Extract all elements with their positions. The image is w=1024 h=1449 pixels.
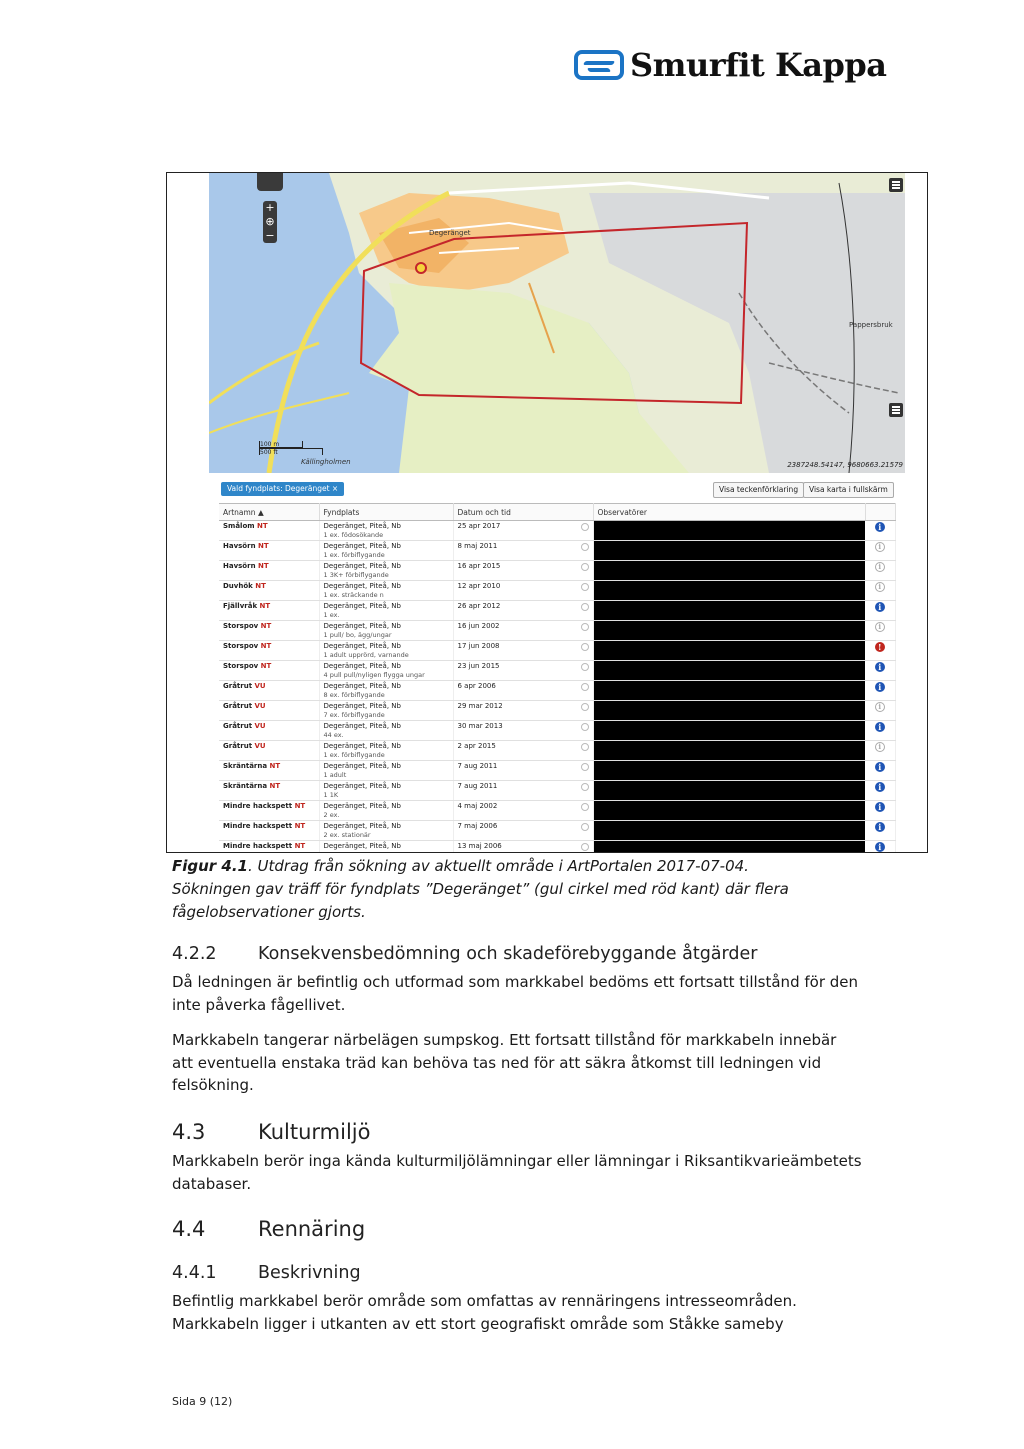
site-cell: [319, 621, 453, 641]
observation-date: 17 jun 2008: [457, 642, 500, 650]
info-icon[interactable]: i: [875, 542, 885, 552]
observation-note: 1 pull/ bo, ägg/ungar: [323, 631, 392, 639]
redlist-status: NT: [258, 562, 269, 570]
table-row[interactable]: [219, 821, 895, 841]
site-name: Degeränget, Piteå, Nb: [323, 562, 401, 570]
site-name: Degeränget, Piteå, Nb: [323, 742, 401, 750]
observation-note: 2 ex. stationär: [323, 831, 371, 839]
info-cell[interactable]: [865, 741, 895, 761]
date-cell: [453, 761, 593, 781]
species-name: Mindre hackspett: [223, 842, 293, 850]
layers-icon[interactable]: [889, 403, 903, 417]
info-icon[interactable]: i: [875, 782, 885, 792]
observers-redacted: [593, 741, 865, 761]
site-name: Degeränget, Piteå, Nb: [323, 722, 401, 730]
observation-note: 1 adult: [323, 771, 347, 779]
site-cell: [319, 741, 453, 761]
info-icon[interactable]: i: [875, 562, 885, 572]
site-name: Degeränget, Piteå, Nb: [323, 822, 401, 830]
redlist-status: NT: [294, 842, 306, 850]
site-cell: [319, 661, 453, 681]
heading-4-2-2: [172, 944, 758, 964]
species-cell[interactable]: [219, 681, 319, 701]
site-name: Degeränget, Piteå, Nb: [323, 702, 401, 710]
site-name: Degeränget, Piteå, Nb: [323, 842, 401, 850]
figure-caption: [172, 855, 832, 924]
site-cell: [319, 641, 453, 661]
site-name: Degeränget, Piteå, Nb: [323, 662, 401, 670]
table-row[interactable]: [219, 701, 895, 721]
observation-date: 16 apr 2015: [457, 562, 501, 570]
observers-redacted: [593, 521, 865, 541]
info-cell[interactable]: [865, 761, 895, 781]
species-name: Havsörn: [223, 562, 256, 570]
clock-icon: [581, 583, 589, 591]
clock-icon: [581, 523, 589, 531]
clock-icon: [581, 743, 589, 751]
redlist-status: NT: [260, 642, 272, 650]
info-cell[interactable]: [865, 581, 895, 601]
table-row[interactable]: [219, 741, 895, 761]
species-cell[interactable]: [219, 621, 319, 641]
heading-title: Rennäring: [258, 1217, 366, 1241]
scale-feet: 500 ft: [260, 449, 278, 456]
site-name: Degeränget, Piteå, Nb: [323, 542, 401, 550]
table-row[interactable]: [219, 621, 895, 641]
observations-table: [219, 503, 896, 853]
species-cell[interactable]: [219, 761, 319, 781]
heading-4-4: [172, 1217, 365, 1241]
date-cell: [453, 661, 593, 681]
observation-date: 7 aug 2011: [457, 762, 498, 770]
date-cell: [453, 721, 593, 741]
map-view[interactable]: [209, 173, 905, 473]
observers-redacted: [593, 621, 865, 641]
site-cell: [319, 781, 453, 801]
observation-date: 30 mar 2013: [457, 722, 503, 730]
site-name: Degeränget, Piteå, Nb: [323, 802, 401, 810]
info-icon[interactable]: i: [875, 702, 885, 712]
observation-note: 8 ex. förbiflygande: [323, 691, 385, 699]
redlist-status: NT: [269, 782, 281, 790]
date-cell: [453, 621, 593, 641]
species-cell[interactable]: [219, 841, 319, 854]
info-cell[interactable]: [865, 601, 895, 621]
heading-4-4-1: [172, 1263, 361, 1283]
species-name: Skräntärna: [223, 782, 268, 790]
degeranget-marker[interactable]: [416, 263, 426, 273]
zoom-out-icon[interactable]: −: [265, 229, 275, 242]
observation-note: 1 ex. födosökande: [323, 531, 384, 539]
species-cell[interactable]: [219, 581, 319, 601]
site-cell: [319, 761, 453, 781]
observation-date: 25 apr 2017: [457, 522, 501, 530]
fullscreen-map-button[interactable]: Visa karta i fullskärm: [803, 482, 894, 498]
table-row[interactable]: [219, 641, 895, 661]
observers-redacted: [593, 541, 865, 561]
site-cell: [319, 601, 453, 621]
date-cell: [453, 841, 593, 854]
redlist-status: NT: [255, 582, 266, 590]
info-icon[interactable]: i: [875, 822, 885, 832]
species-name: Storspov: [223, 662, 259, 670]
clock-icon: [581, 643, 589, 651]
observation-note: 7 ex. förbiflygande: [323, 711, 385, 719]
clock-icon: [581, 663, 589, 671]
observers-redacted: [593, 721, 865, 741]
observation-date: 12 apr 2010: [457, 582, 501, 590]
date-cell: [453, 581, 593, 601]
map-zoom-control[interactable]: [263, 201, 277, 243]
results-panel: [209, 473, 905, 853]
table-row[interactable]: [219, 801, 895, 821]
info-cell[interactable]: [865, 821, 895, 841]
species-name: Smålom: [223, 522, 255, 530]
observers-redacted: [593, 681, 865, 701]
map-label-kallingholmen: Källingholmen: [301, 458, 351, 466]
redlist-status: NT: [258, 542, 269, 550]
paragraph: Då ledningen är befintlig och utformad som markkabel bedöms ett fortsatt tillstånd för den inte påverka fågellivet.: [172, 973, 859, 1014]
species-name: Mindre hackspett: [223, 822, 293, 830]
zoom-in-icon[interactable]: +: [265, 201, 275, 214]
species-name: Fjällvråk: [223, 602, 258, 610]
date-cell: [453, 641, 593, 661]
info-cell[interactable]: [865, 521, 895, 541]
observation-note: 1 ex. förbiflygande: [323, 551, 385, 559]
figure-label: Figur 4.1: [172, 857, 248, 875]
info-icon[interactable]: i: [875, 582, 885, 592]
site-name: Degeränget, Piteå, Nb: [323, 522, 401, 530]
observers-redacted: [593, 661, 865, 681]
species-cell[interactable]: [219, 661, 319, 681]
info-cell[interactable]: [865, 641, 895, 661]
logo-text: Smurfit Kappa: [630, 46, 887, 84]
redlist-status: NT: [294, 822, 306, 830]
table-row[interactable]: [219, 561, 895, 581]
scale-meters: 100 m: [260, 441, 280, 448]
species-cell[interactable]: [219, 561, 319, 581]
redlist-status: NT: [257, 522, 268, 530]
info-icon[interactable]: !: [875, 642, 885, 652]
clock-icon: [581, 623, 589, 631]
map-coordinates: 2387248.54147, 9680663.21579: [787, 461, 903, 469]
species-name: Havsörn: [223, 542, 256, 550]
redlist-status: NT: [259, 602, 271, 610]
observation-date: 6 apr 2006: [457, 682, 496, 690]
table-row[interactable]: [219, 661, 895, 681]
clock-icon: [581, 763, 589, 771]
species-cell[interactable]: [219, 601, 319, 621]
redlist-status: NT: [260, 662, 272, 670]
info-icon[interactable]: i: [875, 842, 885, 852]
observation-note: 1 ex. sträckande n: [323, 591, 384, 599]
map-canvas: [209, 173, 905, 473]
clock-icon: [581, 603, 589, 611]
heading-number: 4.4.1: [172, 1263, 217, 1283]
date-cell: [453, 821, 593, 841]
info-cell[interactable]: [865, 681, 895, 701]
species-name: Gråtrut: [223, 702, 253, 710]
paragraph: Markkabeln tangerar närbelägen sumpskog. Ett fortsatt tillstånd för markkabeln innebär att eventuella enstaka träd kan behöva tas ned för att säkra åtkomst till ledningen vid felsökning.: [172, 1031, 837, 1094]
info-cell[interactable]: [865, 541, 895, 561]
species-name: Storspov: [223, 622, 259, 630]
smurfit-kappa-logo: [574, 46, 886, 84]
site-name: Degeränget, Piteå, Nb: [323, 642, 401, 650]
map-label-degeranget: Degeränget: [429, 229, 471, 237]
figure-caption-text: . Utdrag från sökning av aktuellt område i ArtPortalen 2017-07-04. Sökningen gav träff för fyndplats ”Degeränget” (gul cirkel med röd kant) där flera fågelobservationer gjorts.: [172, 857, 789, 921]
species-cell[interactable]: [219, 641, 319, 661]
observation-date: 16 jun 2002: [457, 622, 500, 630]
species-name: Gråtrut: [223, 722, 253, 730]
observation-date: 7 aug 2011: [457, 782, 498, 790]
clock-icon: [581, 803, 589, 811]
table-row[interactable]: [219, 601, 895, 621]
observers-redacted: [593, 581, 865, 601]
table-row[interactable]: [219, 681, 895, 701]
observation-note: 1 ex. förbiflygande: [323, 751, 385, 759]
site-cell: [319, 561, 453, 581]
redlist-status: VU: [254, 702, 266, 710]
date-cell: [453, 681, 593, 701]
site-cell: [319, 701, 453, 721]
species-name: Mindre hackspett: [223, 802, 293, 810]
info-cell[interactable]: [865, 561, 895, 581]
observation-date: 13 maj 2006: [457, 842, 502, 850]
info-cell[interactable]: [865, 841, 895, 854]
redlist-status: NT: [294, 802, 306, 810]
col-observatorer[interactable]: Observatörer: [593, 504, 865, 521]
date-cell: [453, 541, 593, 561]
date-cell: [453, 701, 593, 721]
observation-note: 1 adult upprörd, varnande: [323, 651, 409, 659]
site-cell: [319, 721, 453, 741]
col-fyndplats[interactable]: Fyndplats: [319, 504, 453, 521]
observation-note: 2 ex.: [323, 811, 340, 819]
date-cell: [453, 601, 593, 621]
info-cell[interactable]: [865, 661, 895, 681]
observers-redacted: [593, 761, 865, 781]
observers-redacted: [593, 781, 865, 801]
info-cell[interactable]: [865, 721, 895, 741]
redlist-status: VU: [254, 722, 266, 730]
col-artnamn[interactable]: Artnamn ▲: [219, 504, 319, 521]
info-icon[interactable]: i: [875, 622, 885, 632]
heading-number: 4.3: [172, 1120, 206, 1144]
redlist-status: NT: [260, 622, 272, 630]
observers-redacted: [593, 821, 865, 841]
species-cell[interactable]: [219, 801, 319, 821]
layers-icon[interactable]: [889, 178, 903, 192]
artportalen-figure: [166, 172, 928, 853]
legend-button[interactable]: Visa teckenförklaring: [713, 482, 804, 498]
info-cell[interactable]: [865, 801, 895, 821]
site-cell: [319, 681, 453, 701]
species-cell[interactable]: [219, 541, 319, 561]
heading-number: 4.4: [172, 1217, 206, 1241]
observation-note: 1 1K: [323, 791, 339, 799]
globe-icon[interactable]: ⊕: [265, 215, 275, 228]
heading-number: 4.2.2: [172, 944, 217, 964]
clock-icon: [581, 723, 589, 731]
paragraph: Befintlig markkabel berör område som omfattas av rennäringens intresseområden. Markkabeln ligger i utkanten av ett stort geografiskt område som Ståkke sameby: [172, 1292, 797, 1333]
heading-title: Kulturmiljö: [258, 1120, 371, 1144]
date-cell: [453, 781, 593, 801]
observers-redacted: [593, 561, 865, 581]
table-row[interactable]: [219, 721, 895, 741]
observation-note: 4 pull pull/nyligen flygga ungar: [323, 671, 425, 679]
species-cell[interactable]: [219, 821, 319, 841]
observation-note: 1 3K+ förbiflygande: [323, 571, 389, 579]
site-cell: [319, 821, 453, 841]
info-icon[interactable]: i: [875, 802, 885, 812]
page-number: Sida 9 (12): [172, 1395, 233, 1408]
info-cell[interactable]: [865, 781, 895, 801]
redlist-status: NT: [269, 762, 281, 770]
redlist-status: VU: [254, 682, 266, 690]
info-icon[interactable]: i: [875, 722, 885, 732]
clock-icon: [581, 823, 589, 831]
species-name: Gråtrut: [223, 682, 253, 690]
clock-icon: [581, 703, 589, 711]
species-cell[interactable]: [219, 701, 319, 721]
site-cell: [319, 521, 453, 541]
paragraph: Markkabeln berör inga kända kulturmiljölämningar eller lämningar i Riksantikvarieämbetets databaser.: [172, 1152, 862, 1193]
table-row[interactable]: [219, 781, 895, 801]
species-name: Duvhök: [223, 582, 253, 590]
species-name: Storspov: [223, 642, 259, 650]
observers-redacted: [593, 601, 865, 621]
map-pan-control[interactable]: [257, 173, 283, 191]
info-icon[interactable]: i: [875, 662, 885, 672]
species-cell[interactable]: [219, 721, 319, 741]
info-icon[interactable]: i: [875, 602, 885, 612]
date-cell: [453, 741, 593, 761]
table-row[interactable]: [219, 761, 895, 781]
species-cell[interactable]: [219, 521, 319, 541]
col-info: [865, 504, 895, 521]
observation-date: 2 apr 2015: [457, 742, 496, 750]
info-icon[interactable]: i: [875, 762, 885, 772]
observers-redacted: [593, 701, 865, 721]
col-datum[interactable]: Datum och tid: [453, 504, 593, 521]
map-label-pappersbruk: Pappersbruk: [849, 321, 893, 329]
selected-site-chip[interactable]: Vald fyndplats: Degeränget ×: [221, 482, 344, 496]
site-name: Degeränget, Piteå, Nb: [323, 602, 401, 610]
observation-date: 4 maj 2002: [457, 802, 498, 810]
table-row[interactable]: [219, 541, 895, 561]
site-name: Degeränget, Piteå, Nb: [323, 782, 401, 790]
observation-note: 44 ex.: [323, 731, 344, 739]
site-name: Degeränget, Piteå, Nb: [323, 682, 401, 690]
clock-icon: [581, 683, 589, 691]
site-cell: [319, 541, 453, 561]
observation-date: 23 jun 2015: [457, 662, 500, 670]
site-name: Degeränget, Piteå, Nb: [323, 762, 401, 770]
observers-redacted: [593, 801, 865, 821]
clock-icon: [581, 783, 589, 791]
observation-date: 26 apr 2012: [457, 602, 501, 610]
redlist-status: VU: [254, 742, 266, 750]
site-name: Degeränget, Piteå, Nb: [323, 622, 401, 630]
site-cell: [319, 841, 453, 854]
clock-icon: [581, 843, 589, 851]
species-name: Gråtrut: [223, 742, 253, 750]
table-row[interactable]: [219, 841, 895, 854]
info-icon[interactable]: i: [875, 682, 885, 692]
table-row[interactable]: [219, 521, 895, 541]
species-cell[interactable]: [219, 741, 319, 761]
site-cell: [319, 801, 453, 821]
map-scale-bar: [259, 441, 323, 455]
info-cell[interactable]: [865, 701, 895, 721]
observation-date: 7 maj 2006: [457, 822, 498, 830]
heading-title: Konsekvensbedömning och skadeförebyggande åtgärder: [258, 944, 758, 964]
clock-icon: [581, 563, 589, 571]
clock-icon: [581, 543, 589, 551]
observers-redacted: [593, 841, 865, 854]
heading-4-3: [172, 1120, 371, 1144]
site-name: Degeränget, Piteå, Nb: [323, 582, 401, 590]
observation-date: 8 maj 2011: [457, 542, 498, 550]
table-header-row: [219, 504, 895, 521]
date-cell: [453, 801, 593, 821]
date-cell: [453, 561, 593, 581]
info-icon[interactable]: i: [875, 522, 885, 532]
date-cell: [453, 521, 593, 541]
table-row[interactable]: [219, 581, 895, 601]
smurfit-kappa-logo-icon: [574, 50, 624, 80]
observation-note: 1 ex.: [323, 611, 340, 619]
observation-date: 29 mar 2012: [457, 702, 503, 710]
species-name: Skräntärna: [223, 762, 268, 770]
info-cell[interactable]: [865, 621, 895, 641]
species-cell[interactable]: [219, 781, 319, 801]
site-cell: [319, 581, 453, 601]
info-icon[interactable]: i: [875, 742, 885, 752]
heading-title: Beskrivning: [258, 1263, 361, 1283]
observers-redacted: [593, 641, 865, 661]
